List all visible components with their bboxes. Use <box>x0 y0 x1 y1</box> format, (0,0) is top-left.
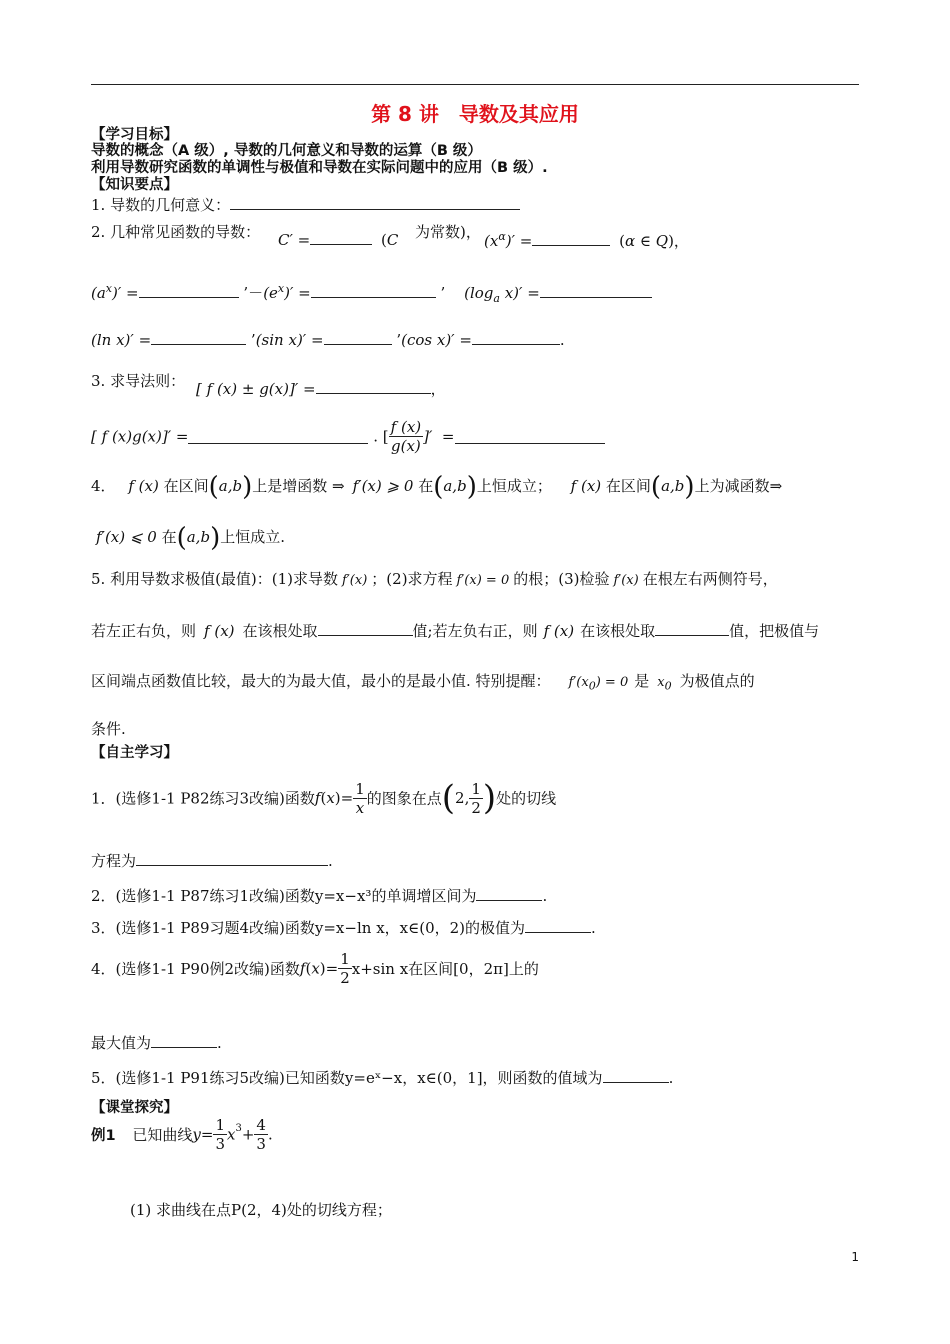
blank-cos <box>472 330 560 345</box>
page-title: 第 8 讲 导数及其应用 <box>371 102 579 126</box>
self-study-q3: 3．(选修1-1 P89习题4改编)函数y=x−ln x，x∈(0，2)的极值为 . <box>91 919 596 937</box>
k2-formulas <box>278 230 398 249</box>
const-derivative: C′ = <box>278 231 311 249</box>
blank-product <box>188 429 368 444</box>
blank-ln <box>151 330 246 345</box>
ln-sin-cos-derivatives: (ln x)′ = ’(sin x)′ = ’(cos x)′ = . <box>91 331 565 349</box>
const-c: C <box>386 231 399 249</box>
sum-rule: [ f (x) ± g(x)]′ = ， <box>196 380 446 398</box>
self-study-q5: 5．(选修1-1 P91练习5改编)已知函数y=eˣ−x，x∈(0，1]，则函数的值域为 . <box>91 1069 674 1087</box>
exp-log-derivatives: $(a^x)'$ = $’-(e^x)'$ = ’ ($\log_a$ x)′ = <box>91 282 652 305</box>
blank-q2 <box>476 886 542 901</box>
section-goals: 【学习目标】 <box>91 127 178 143</box>
top-rule <box>91 84 859 85</box>
knowledge-5-line4: 条件. <box>91 720 126 738</box>
knowledge-5-line2: 若左正右负，则 f (x) 在该根处取 值;若左负右正，则 f (x) 在该根处取 值，把极值与 <box>91 622 820 640</box>
section-class-explore: 【课堂探究】 <box>91 1100 178 1116</box>
knowledge-5-line3: 区间端点函数值比较，最大的为最大值，最小的是最小值. 特别提醒： $f'(x_0) = 0$ 是 $x_0$ 为极值点的 <box>91 672 755 693</box>
blank-q1 <box>136 851 328 866</box>
section-self-study: 【自主学习】 <box>91 745 178 761</box>
self-study-q4-cont: 最大值为 . <box>91 1034 222 1052</box>
k2-text: 2. 几种常见函数的导数： <box>91 223 261 241</box>
blank-power <box>532 231 610 246</box>
quotient-fraction: $\frac{f (x)}{g(x)}$ <box>390 418 422 455</box>
example-fraction-1: $\frac{1}{3}$ <box>215 1116 225 1153</box>
k3-text: 3. 求导法则： <box>91 372 186 390</box>
blank-log <box>540 283 652 298</box>
blank-ax <box>139 283 239 298</box>
knowledge-1 <box>91 194 520 215</box>
example-1: 例1 已知曲线y= $\frac{1}{3}$ $x^3+$ $\frac{4}{3}$ . <box>91 1116 273 1153</box>
blank-max-min <box>318 621 413 636</box>
self-study-q1: 1．(选修1-1 P82练习3改编)函数f(x)= $\frac{1}{x}$ 的图象在点(2, $\frac{1}{2}$ )处的切线 <box>91 778 557 818</box>
self-study-q4: 4．(选修1-1 P90例2改编)函数f(x)= $\frac{1}{2}$ x+sin x在区间[0，2π]上的 <box>91 950 539 987</box>
blank-q5 <box>603 1068 669 1083</box>
example-fraction-2: $\frac{4}{3}$ <box>256 1116 266 1153</box>
blank-ex <box>311 283 436 298</box>
blank-q4 <box>151 1033 217 1048</box>
knowledge-5-line1: 5. 利用导数求极值(最值)：(1)求导数 f′(x) ；(2)求方程 f′(x) = 0 的根；(3)检验 f′(x) 在根左右两侧符号， <box>91 570 778 588</box>
knowledge-2 <box>91 221 260 242</box>
self-study-q2: 2．(选修1-1 P87练习1改编)函数y=x−x³的单调增区间为 . <box>91 887 548 905</box>
q1-fraction: $\frac{1}{x}$ <box>355 779 365 817</box>
knowledge-4-cont: f′(x) ⩽ 0 在(a,b)上恒成立. <box>96 523 285 553</box>
blank-quotient <box>455 429 605 444</box>
example-1-sub-1: (1) 求曲线在点P(2，4)处的切线方程； <box>130 1201 392 1219</box>
power-derivative: $(x^\alpha)' = (\alpha$ ∈ Q)， <box>484 230 689 250</box>
goals-line-2: 利用导数研究函数的单调性与极值和导数在实际问题中的应用（B 级）. <box>91 160 548 176</box>
blank-sum <box>316 379 431 394</box>
q4-fraction: $\frac{1}{2}$ <box>340 950 350 987</box>
blank-sin <box>324 330 392 345</box>
knowledge-3 <box>91 370 185 391</box>
k1-text: 1. 导数的几何意义： <box>91 196 231 214</box>
goals-line-1: 导数的概念（A 级）, 导数的几何意义和导数的运算（B 级） <box>91 143 482 159</box>
paren-open: ( <box>381 231 387 249</box>
blank-c <box>310 230 372 245</box>
page-number: 1 <box>851 1250 859 1264</box>
blank-min-max <box>655 621 729 636</box>
knowledge-4: 4． f (x) 在区间(a,b)上是增函数 ⇒ f′(x) ⩾ 0 在(a,b)上恒成立； f (x) 在区间(a,b)上为减函数⇒ <box>91 472 783 502</box>
q1-point-fraction: $\frac{1}{2}$ <box>471 779 481 817</box>
k2-const-note: 为常数)， <box>415 223 481 241</box>
section-knowledge: 【知识要点】 <box>91 177 178 193</box>
k1-blank <box>230 195 520 210</box>
self-study-q1-cont: 方程为 . <box>91 852 333 870</box>
product-quotient-rule: [ f (x)g(x)]′ = . [ $\frac{f (x)}{g(x)}$ ]′ = <box>91 418 605 455</box>
blank-q3 <box>525 918 591 933</box>
